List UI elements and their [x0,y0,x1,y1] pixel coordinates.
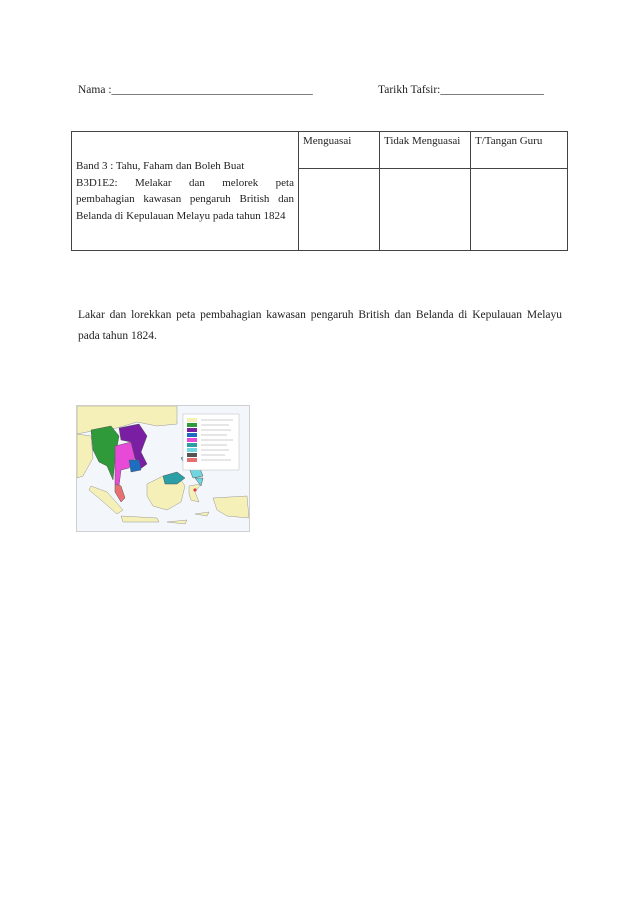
map-figure [76,405,250,532]
band-criteria: B3D1E2: Melakar dan melorek peta pembahagian kawasan pengaruh British dan Belanda di Kepulauan Melayu pada tahun 1824 [76,176,294,222]
southeast-asia-map-icon [77,406,249,531]
assessment-table [71,131,568,251]
band-title: Band 3 : Tahu, Faham dan Boleh Buat [76,160,245,172]
name-field: Nama :___________________________________ [78,84,313,96]
date-field: Tarikh Tafsir:__________________ [378,84,544,96]
cell-tandatangan-guru[interactable] [471,169,568,251]
column-header-tandatangan-guru: T/Tangan Guru [471,132,568,169]
column-header-menguasai: Menguasai [299,132,380,169]
cell-menguasai[interactable] [299,169,380,251]
instruction-text: Lakar dan lorekkan peta pembahagian kawasan pengaruh British dan Belanda di Kepulauan Melayu pada tahun 1824. [78,309,562,342]
band-description [72,132,299,251]
cell-tidak-menguasai[interactable] [380,169,471,251]
column-header-tidak-menguasai: Tidak Menguasai [380,132,471,169]
